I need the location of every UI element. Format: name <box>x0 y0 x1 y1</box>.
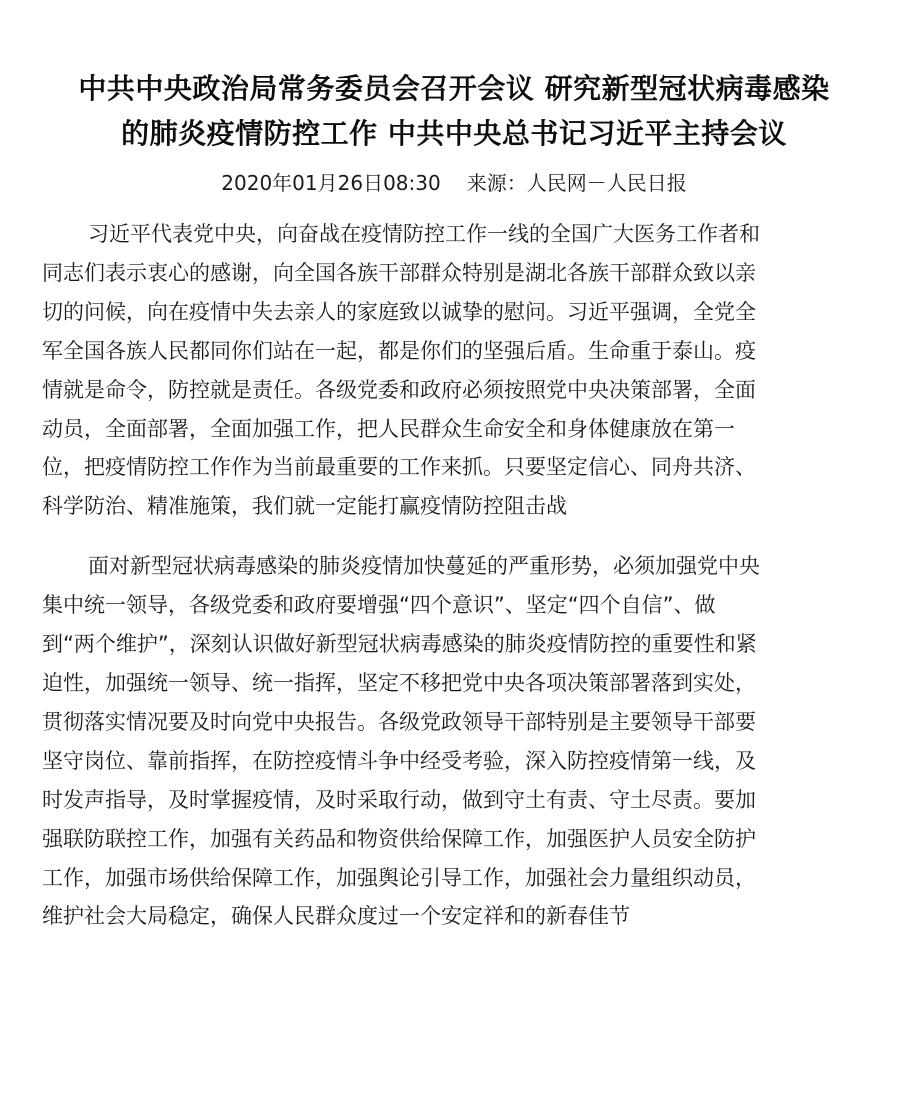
paragraph-line: 贯彻落实情况要及时向党中央报告。各级党政领导干部特别是主要领导干部要 <box>42 709 756 734</box>
paragraph-line: 强联防联控工作，加强有关药品和物资供给保障工作，加强医护人员安全防护 <box>42 826 756 851</box>
article-source: 来源：人民网－人民日报 <box>466 171 687 195</box>
article-paragraph <box>42 215 866 526</box>
paragraph-line: 军全国各族人民都同你们站在一起，都是你们的坚强后盾。生命重于泰山。疫 <box>42 338 756 363</box>
article-title-line: 中共中央政治局常务委员会召开会议 研究新型冠状病毒感染 <box>78 72 830 105</box>
paragraph-line: 维护社会大局稳定，确保人民群众度过一个安定祥和的新春佳节 <box>42 904 630 929</box>
paragraph-line: 面对新型冠状病毒感染的肺炎疫情加快蔓延的严重形势，必须加强党中央 <box>88 554 760 579</box>
paragraph-line: 同志们表示衷心的感谢，向全国各族干部群众特别是湖北各族干部群众致以亲 <box>42 260 756 285</box>
paragraph-line: 集中统一领导，各级党委和政府要增强“四个意识”、坚定“四个自信”、做 <box>42 593 716 618</box>
paragraph-line: 工作，加强市场供给保障工作，加强舆论引导工作，加强社会力量组织动员， <box>42 865 756 890</box>
paragraph-line: 习近平代表党中央，向奋战在疫情防控工作一线的全国广大医务工作者和 <box>88 222 760 246</box>
paragraph-line: 情就是命令，防控就是责任。各级党委和政府必须按照党中央决策部署，全面 <box>42 377 756 402</box>
paragraph-line: 迫性，加强统一领导、统一指挥，坚定不移把党中央各项决策部署落到实处， <box>42 670 756 695</box>
paragraph-line: 时发声指导，及时掌握疫情，及时采取行动，做到守土有责、守土尽责。要加 <box>42 787 756 812</box>
article-title-line: 的肺炎疫情防控工作 中共中央总书记习近平主持会议 <box>121 117 787 150</box>
paragraph-line: 科学防治、精准施策，我们就一定能打赢疫情防控阻击战 <box>42 494 567 519</box>
paragraph-line: 切的问候，向在疫情中失去亲人的家庭致以诚挚的慰问。习近平强调，全党全 <box>42 299 756 324</box>
paragraph-line: 位，把疫情防控工作作为当前最重要的工作来抓。只要坚定信心、同舟共济、 <box>42 455 756 480</box>
paragraph-line: 到“两个维护”，深刻认识做好新型冠状病毒感染的肺炎疫情防控的重要性和紧 <box>42 632 757 657</box>
paragraph-line: 坚守岗位、靠前指挥，在防控疫情斗争中经受考验，深入防控疫情第一线，及 <box>42 748 756 773</box>
article-paragraph <box>42 547 866 936</box>
article-meta <box>42 168 866 198</box>
article-title <box>42 66 866 156</box>
publish-timestamp: 2020年01月26日08:30 <box>221 171 441 195</box>
paragraph-line: 动员，全面部署，全面加强工作，把人民群众生命安全和身体健康放在第一 <box>42 416 735 441</box>
